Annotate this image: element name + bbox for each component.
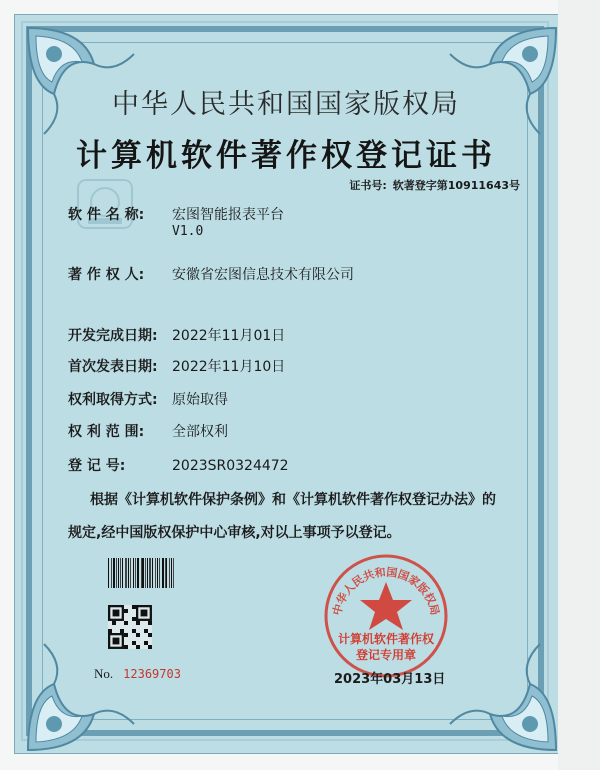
acquisition-row: [68, 389, 228, 409]
barcode-bar: [142, 558, 143, 588]
certificate-title: 计算机软件著作权登记证书: [76, 138, 496, 174]
barcode-bar: [125, 558, 127, 588]
barcode-bar: [173, 558, 174, 588]
qr-module: [124, 633, 128, 637]
seal-inner-line-2: 登记专用章: [355, 648, 416, 662]
owner-value: 安徽省宏图信息技术有限公司: [172, 267, 354, 283]
registration-row: [68, 455, 289, 475]
issuer-title: 中华人民共和国国家版权局: [112, 89, 460, 120]
seal-ring-text: 中华人民共和国国家版权局: [330, 565, 442, 617]
qr-module: [124, 609, 128, 613]
qr-module: [144, 629, 148, 633]
acquisition-value: 原始取得: [172, 392, 228, 408]
barcode-bar: [118, 558, 119, 588]
barcode-bar: [111, 558, 112, 588]
barcode-bar: [137, 558, 139, 588]
statement-line-2: 规定,经中国版权保护中心审核,对以上事项予以登记。: [68, 525, 401, 541]
qr-module: [136, 621, 140, 625]
qr-finder: [113, 638, 120, 645]
scope-value: 全部权利: [172, 424, 228, 440]
publication-date-value: 2022年11月10日: [172, 359, 286, 375]
qr-module: [132, 629, 136, 633]
barcode-bar: [141, 558, 142, 588]
barcode-bar: [108, 558, 109, 588]
barcode-bar: [147, 558, 148, 588]
qr-module: [136, 645, 140, 649]
barcode-bar: [165, 558, 166, 588]
barcode-bar: [128, 558, 129, 588]
serial-number-value: 12369703: [123, 667, 181, 681]
qr-module: [132, 641, 136, 645]
completion-date-value: 2022年11月01日: [172, 328, 286, 344]
certificate-number-value: 软著登字第10911643号: [392, 179, 520, 192]
qr-module: [124, 621, 128, 625]
owner-row: [68, 264, 354, 284]
barcode-bar: [116, 558, 117, 588]
qr-module: [148, 633, 152, 637]
barcode-bar: [135, 558, 136, 588]
barcode-bar: [166, 558, 167, 588]
qr-finder: [113, 610, 120, 617]
scope-row: [68, 421, 228, 441]
qr-module: [112, 621, 116, 625]
barcode-bar: [152, 558, 153, 588]
corner-ornament-icon: [440, 634, 560, 754]
qr-module: [132, 605, 136, 609]
barcode-bar: [171, 558, 172, 588]
barcode-bar: [133, 558, 134, 588]
completion-date-row: [68, 325, 285, 345]
qr-finder: [141, 610, 148, 617]
barcode-bar: [122, 558, 123, 588]
qr-module: [132, 617, 136, 621]
barcode-bar: [159, 558, 160, 588]
barcode-bar: [113, 558, 115, 588]
publication-date-label: 首次发表日期:: [68, 359, 158, 375]
issue-date: 2023年03月13日: [334, 672, 446, 687]
version-value: V1.0: [172, 224, 204, 239]
seal-star-icon: [360, 582, 412, 630]
barcode-bar: [155, 558, 156, 588]
software-name-row: [68, 204, 284, 224]
qr-module: [108, 629, 112, 633]
serial-number: [94, 666, 181, 682]
publication-date-row: [68, 356, 285, 376]
barcode: [108, 558, 176, 588]
qr-module: [124, 645, 128, 649]
certificate-number: [349, 177, 520, 193]
seal-inner-line-1: 计算机软件著作权: [337, 632, 434, 646]
qr-module: [148, 621, 152, 625]
barcode-bar: [149, 558, 151, 588]
statement-line-1: 根据《计算机软件保护条例》和《计算机软件著作权登记办法》的: [90, 492, 496, 508]
acquisition-label: 权利取得方式:: [68, 392, 158, 408]
barcode-bar: [130, 558, 131, 588]
qr-module: [148, 645, 152, 649]
owner-label: 著 作 权 人:: [68, 267, 145, 283]
statement-paragraph: [68, 484, 508, 550]
barcode-bar: [120, 558, 121, 588]
certificate-number-label: 证书号:: [349, 179, 387, 192]
scope-label: 权 利 范 围:: [68, 424, 145, 440]
software-name-label: 软 件 名 称:: [68, 207, 145, 223]
registration-value: 2023SR0324472: [172, 458, 289, 474]
registration-label: 登 记 号:: [68, 458, 126, 474]
barcode-bar: [157, 558, 158, 588]
qr-module: [144, 641, 148, 645]
qr-code: [108, 605, 152, 649]
barcode-bar: [169, 558, 170, 588]
qr-module: [120, 629, 124, 633]
corner-ornament-icon: [24, 634, 144, 754]
qr-module: [136, 633, 140, 637]
barcode-bar: [145, 558, 146, 588]
serial-number-label: No.: [94, 666, 114, 681]
completion-date-label: 开发完成日期:: [68, 328, 158, 344]
barcode-bar: [162, 558, 164, 588]
software-name-value: 宏图智能报表平台: [172, 207, 284, 223]
